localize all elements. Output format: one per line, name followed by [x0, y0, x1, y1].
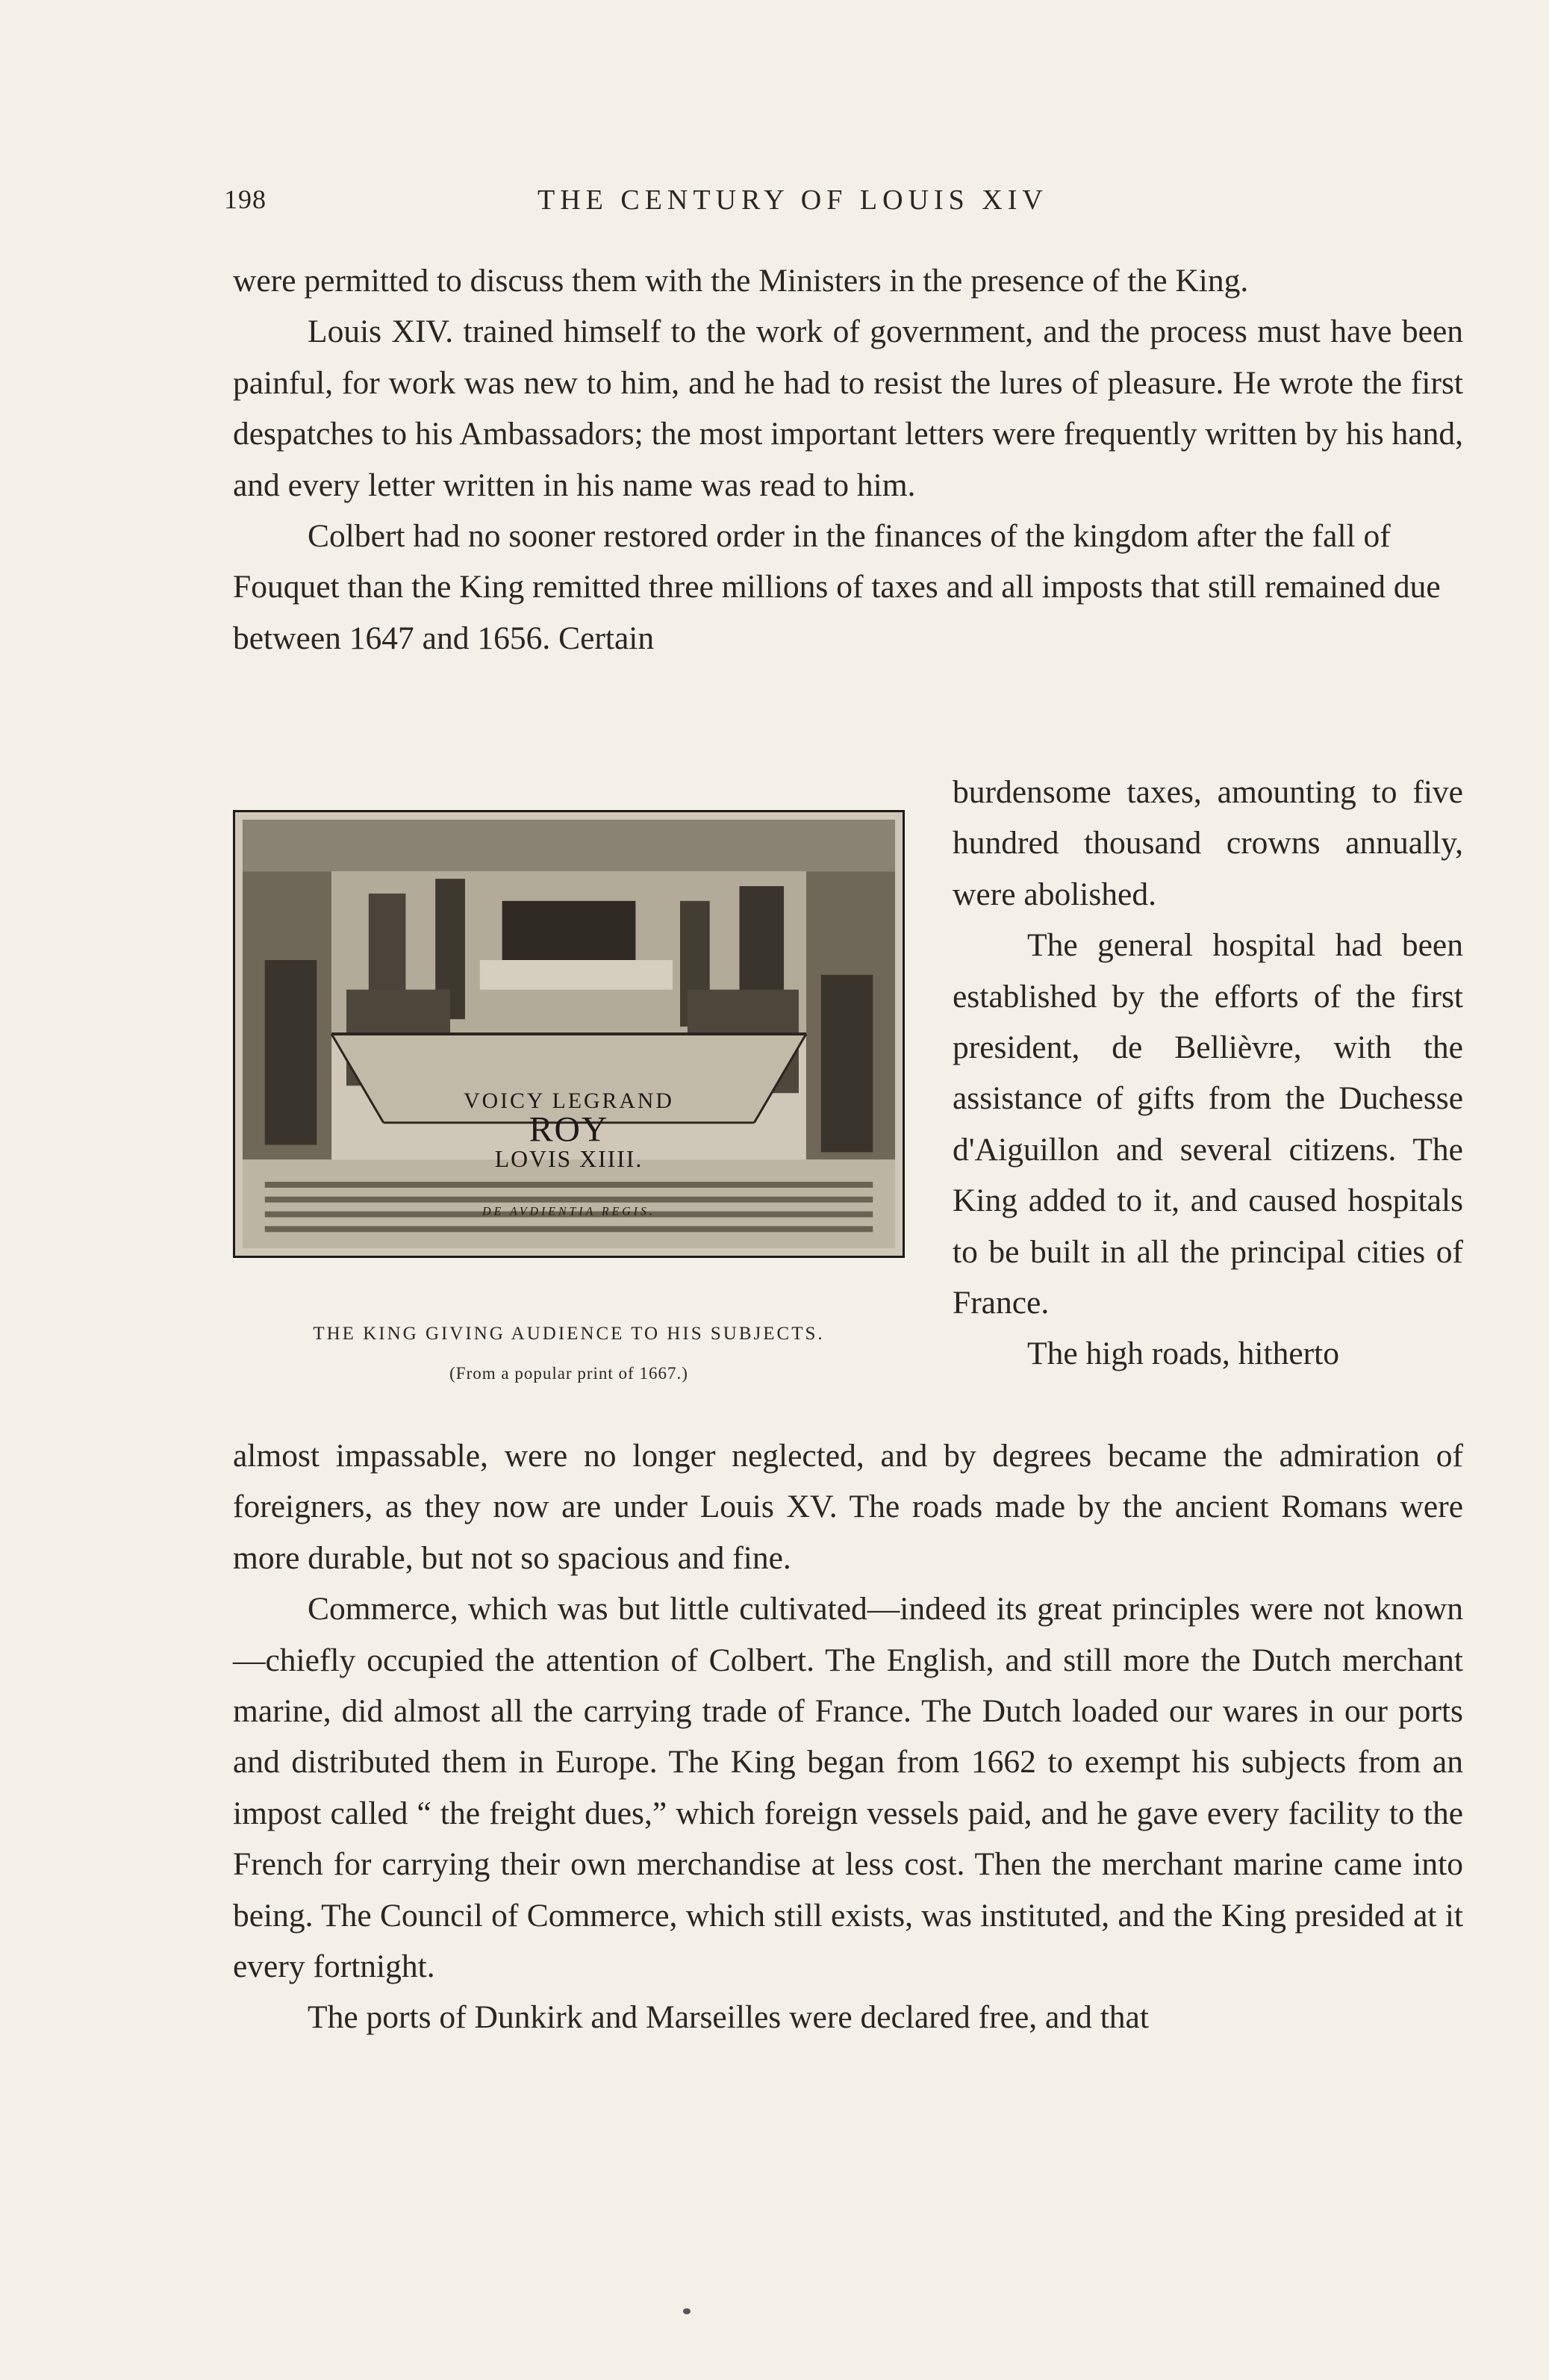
- running-title: THE CENTURY OF LOUIS XIV: [537, 184, 1048, 216]
- engraving-illustration: [233, 810, 905, 1258]
- figure: [233, 810, 905, 1258]
- body-text-right-column: [953, 767, 1463, 1380]
- figure-caption: THE KING GIVING AUDIENCE TO HIS SUBJECTS.: [313, 1324, 825, 1344]
- paragraph: almost impassable, were no longer neglected, and by degrees became the admiration of foreigners, as they now are under Louis XV. The roads made by the ancient Romans were more durable, but not so spacious and fine.: [233, 1438, 1463, 1576]
- engraving-label-line1: VOICY LEGRAND: [464, 1088, 674, 1113]
- page-header: [224, 184, 1187, 221]
- body-text-bottom: [233, 1430, 1463, 2043]
- engraving-label-line2: ROY: [529, 1110, 609, 1150]
- paragraph: were permitted to discuss them with the Ministers in the presence of the King.: [233, 263, 1249, 299]
- paragraph: The general hospital had been established by the efforts of the first president, de Bellièvre, with the assistance of gifts from the Duchesse d'Aiguillon and several citizens. The King added to it, and caused hospitals to be built in all the principal cities of France.: [953, 927, 1463, 1321]
- engraving-label-line4: DE AVDIENTIA REGIS.: [482, 1205, 655, 1218]
- page-number: 198: [224, 184, 267, 214]
- figure-caption-source: (From a popular print of 1667.): [449, 1364, 688, 1383]
- engraving-label-line3: LOVIS XIIII.: [494, 1146, 643, 1173]
- paragraph: Colbert had no sooner restored order in the finances of the kingdom after the fall of Fouquet than the King remitted three millions of taxes and all imposts that still remained due between 1647 and 1656. Certain: [233, 518, 1441, 656]
- paragraph: Louis XIV. trained himself to the work of government, and the process must have been painful, for work was new to him, and he had to resist the lures of pleasure. He wrote the first despatches to his Ambassadors; the most important letters were frequently written by his hand, and every letter written in his name was read to him.: [233, 314, 1463, 503]
- paragraph: burdensome taxes, amounting to five hundred thousand crowns annually, were abolished.: [953, 774, 1463, 912]
- body-text-top: [233, 255, 1463, 664]
- ink-mark: [683, 2308, 691, 2314]
- paragraph: The high roads, hitherto: [1027, 1336, 1339, 1372]
- paragraph: The ports of Dunkirk and Marseilles were declared free, and that: [308, 1999, 1149, 2036]
- paragraph: Commerce, which was but little cultivated—indeed its great principles were not known—chiefly occupied the attention of Colbert. The English, and still more the Dutch merchant marine, did almost all the carrying trade of France. The Dutch loaded our wares in our ports and distributed them in Europe. The King began from 1662 to exempt his subjects from an impost called “ the freight dues,” which foreign vessels paid, and he gave every facility to the French for carrying their own merchandise at less cost. Then the merchant marine came into being. The Council of Commerce, which still exists, was instituted, and the King presided at it every fortnight.: [233, 1591, 1463, 1985]
